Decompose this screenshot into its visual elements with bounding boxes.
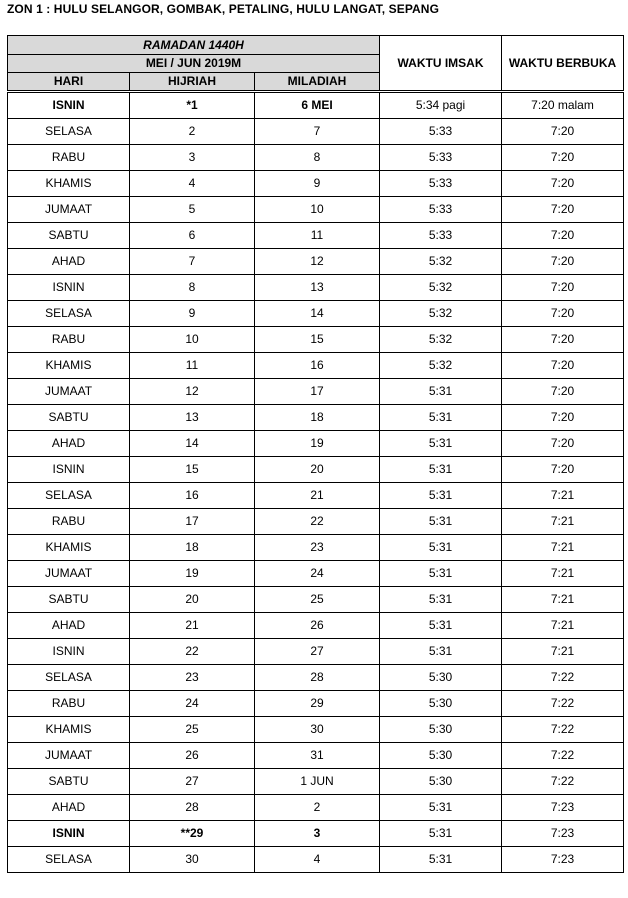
imsak-cell: 5:30	[380, 769, 502, 795]
hari-cell: KHAMIS	[8, 717, 130, 743]
hari-cell: ISNIN	[8, 821, 130, 847]
imsak-cell: 5:33	[380, 223, 502, 249]
berbuka-cell: 7:22	[502, 691, 624, 717]
miladiah-cell: 12	[255, 249, 380, 275]
miladiah-cell: 18	[255, 405, 380, 431]
imsak-cell: 5:34 pagi	[380, 93, 502, 119]
miladiah-column-header: MILADIAH	[255, 73, 380, 91]
hari-cell: ISNIN	[8, 457, 130, 483]
berbuka-cell: 7:20	[502, 145, 624, 171]
table-row	[8, 249, 624, 275]
imsak-cell: 5:31	[380, 457, 502, 483]
berbuka-cell: 7:22	[502, 665, 624, 691]
table-row	[8, 769, 624, 795]
berbuka-cell: 7:20 malam	[502, 93, 624, 119]
table-row	[8, 743, 624, 769]
hijriah-cell: 2	[130, 119, 255, 145]
berbuka-column-header: WAKTU BERBUKA	[502, 36, 624, 91]
hijriah-cell: 18	[130, 535, 255, 561]
miladiah-cell: 6 MEI	[255, 93, 380, 119]
imsak-cell: 5:32	[380, 353, 502, 379]
hijriah-cell: 12	[130, 379, 255, 405]
miladiah-cell: 19	[255, 431, 380, 457]
hijriah-cell: 10	[130, 327, 255, 353]
imsak-cell: 5:32	[380, 327, 502, 353]
hijriah-cell: 30	[130, 847, 255, 873]
hari-cell: KHAMIS	[8, 171, 130, 197]
hijriah-cell: 26	[130, 743, 255, 769]
table-row	[8, 483, 624, 509]
miladiah-cell: 1 JUN	[255, 769, 380, 795]
imsak-cell: 5:30	[380, 665, 502, 691]
miladiah-cell: 29	[255, 691, 380, 717]
table-row	[8, 587, 624, 613]
miladiah-cell: 4	[255, 847, 380, 873]
miladiah-cell: 8	[255, 145, 380, 171]
miladiah-cell: 24	[255, 561, 380, 587]
table-row	[8, 431, 624, 457]
hari-cell: JUMAAT	[8, 197, 130, 223]
miladiah-cell: 30	[255, 717, 380, 743]
hijriah-cell: 27	[130, 769, 255, 795]
miladiah-cell: 20	[255, 457, 380, 483]
miladiah-cell: 7	[255, 119, 380, 145]
imsak-cell: 5:31	[380, 561, 502, 587]
table-row	[8, 119, 624, 145]
berbuka-cell: 7:20	[502, 249, 624, 275]
hijriah-cell: 7	[130, 249, 255, 275]
hari-cell: SELASA	[8, 847, 130, 873]
hari-cell: RABU	[8, 691, 130, 717]
table-row	[8, 535, 624, 561]
imsak-cell: 5:31	[380, 613, 502, 639]
hijriah-cell: 14	[130, 431, 255, 457]
hijriah-cell: 15	[130, 457, 255, 483]
hari-cell: SABTU	[8, 587, 130, 613]
table-row	[8, 561, 624, 587]
imsak-cell: 5:31	[380, 587, 502, 613]
imsak-cell: 5:31	[380, 509, 502, 535]
imsak-cell: 5:31	[380, 847, 502, 873]
miladiah-cell: 27	[255, 639, 380, 665]
berbuka-cell: 7:21	[502, 561, 624, 587]
hijriah-cell: 20	[130, 587, 255, 613]
table-row	[8, 93, 624, 119]
imsak-cell: 5:32	[380, 275, 502, 301]
hari-cell: JUMAAT	[8, 743, 130, 769]
miladiah-cell: 9	[255, 171, 380, 197]
table-row	[8, 171, 624, 197]
berbuka-cell: 7:21	[502, 613, 624, 639]
hari-cell: SELASA	[8, 301, 130, 327]
berbuka-cell: 7:21	[502, 639, 624, 665]
imsak-cell: 5:33	[380, 171, 502, 197]
hari-cell: KHAMIS	[8, 535, 130, 561]
table-row	[8, 197, 624, 223]
miladiah-cell: 17	[255, 379, 380, 405]
miladiah-cell: 13	[255, 275, 380, 301]
hijriah-cell: **29	[130, 821, 255, 847]
hijriah-cell: 25	[130, 717, 255, 743]
hijriah-cell: 22	[130, 639, 255, 665]
hijriah-cell: 6	[130, 223, 255, 249]
hari-cell: AHAD	[8, 249, 130, 275]
imsak-cell: 5:33	[380, 145, 502, 171]
berbuka-cell: 7:22	[502, 743, 624, 769]
table-header	[8, 36, 624, 93]
months-header: MEI / JUN 2019M	[8, 55, 380, 73]
miladiah-cell: 28	[255, 665, 380, 691]
hijriah-cell: 5	[130, 197, 255, 223]
table-row	[8, 795, 624, 821]
table-row	[8, 821, 624, 847]
hijriah-cell: 8	[130, 275, 255, 301]
table-row	[8, 275, 624, 301]
berbuka-cell: 7:20	[502, 353, 624, 379]
hari-cell: AHAD	[8, 613, 130, 639]
berbuka-cell: 7:20	[502, 197, 624, 223]
hari-cell: JUMAAT	[8, 379, 130, 405]
table-row	[8, 717, 624, 743]
hari-cell: ISNIN	[8, 275, 130, 301]
imsak-cell: 5:33	[380, 119, 502, 145]
berbuka-cell: 7:20	[502, 275, 624, 301]
miladiah-cell: 25	[255, 587, 380, 613]
berbuka-cell: 7:20	[502, 379, 624, 405]
miladiah-cell: 10	[255, 197, 380, 223]
imsak-cell: 5:31	[380, 795, 502, 821]
berbuka-cell: 7:23	[502, 795, 624, 821]
table-row	[8, 847, 624, 873]
imsak-cell: 5:31	[380, 431, 502, 457]
table-row	[8, 353, 624, 379]
imsak-cell: 5:32	[380, 301, 502, 327]
hijriah-cell: 16	[130, 483, 255, 509]
miladiah-cell: 15	[255, 327, 380, 353]
berbuka-cell: 7:21	[502, 535, 624, 561]
miladiah-cell: 21	[255, 483, 380, 509]
table-row	[8, 145, 624, 171]
miladiah-cell: 22	[255, 509, 380, 535]
hari-cell: AHAD	[8, 431, 130, 457]
hijriah-cell: 24	[130, 691, 255, 717]
hari-cell: AHAD	[8, 795, 130, 821]
berbuka-cell: 7:20	[502, 457, 624, 483]
table-row	[8, 613, 624, 639]
table-row	[8, 405, 624, 431]
imsak-cell: 5:31	[380, 405, 502, 431]
berbuka-cell: 7:21	[502, 483, 624, 509]
hijriah-cell: *1	[130, 93, 255, 119]
hijriah-cell: 11	[130, 353, 255, 379]
miladiah-cell: 16	[255, 353, 380, 379]
hijriah-cell: 19	[130, 561, 255, 587]
imsak-cell: 5:30	[380, 691, 502, 717]
hari-cell: SELASA	[8, 483, 130, 509]
table-row	[8, 665, 624, 691]
table-body	[8, 93, 624, 873]
hijriah-cell: 4	[130, 171, 255, 197]
hari-cell: SELASA	[8, 665, 130, 691]
berbuka-cell: 7:20	[502, 431, 624, 457]
berbuka-cell: 7:20	[502, 405, 624, 431]
berbuka-cell: 7:20	[502, 171, 624, 197]
hijriah-cell: 3	[130, 145, 255, 171]
hari-cell: JUMAAT	[8, 561, 130, 587]
berbuka-cell: 7:22	[502, 769, 624, 795]
berbuka-cell: 7:20	[502, 223, 624, 249]
miladiah-cell: 3	[255, 821, 380, 847]
hari-cell: SELASA	[8, 119, 130, 145]
hari-cell: RABU	[8, 509, 130, 535]
table-row	[8, 379, 624, 405]
imsak-cell: 5:33	[380, 197, 502, 223]
table-row	[8, 327, 624, 353]
table-row	[8, 639, 624, 665]
hijriah-column-header: HIJRIAH	[130, 73, 255, 91]
miladiah-cell: 2	[255, 795, 380, 821]
imsak-cell: 5:31	[380, 483, 502, 509]
hijriah-cell: 9	[130, 301, 255, 327]
imsak-cell: 5:32	[380, 249, 502, 275]
hari-cell: RABU	[8, 327, 130, 353]
miladiah-cell: 26	[255, 613, 380, 639]
hari-cell: SABTU	[8, 405, 130, 431]
hijriah-cell: 28	[130, 795, 255, 821]
hari-cell: KHAMIS	[8, 353, 130, 379]
hari-cell: RABU	[8, 145, 130, 171]
table-row	[8, 223, 624, 249]
hijriah-cell: 13	[130, 405, 255, 431]
hari-column-header: HARI	[8, 73, 130, 91]
miladiah-cell: 11	[255, 223, 380, 249]
hari-cell: SABTU	[8, 769, 130, 795]
table-row	[8, 301, 624, 327]
imsak-cell: 5:30	[380, 717, 502, 743]
berbuka-cell: 7:23	[502, 821, 624, 847]
miladiah-cell: 14	[255, 301, 380, 327]
imsak-cell: 5:31	[380, 821, 502, 847]
imsak-cell: 5:30	[380, 743, 502, 769]
schedule-table	[7, 35, 624, 873]
page-title: ZON 1 : HULU SELANGOR, GOMBAK, PETALING, HULU LANGAT, SEPANG	[7, 2, 439, 16]
hari-cell: SABTU	[8, 223, 130, 249]
imsak-column-header: WAKTU IMSAK	[380, 36, 502, 91]
berbuka-cell: 7:20	[502, 327, 624, 353]
table-row	[8, 691, 624, 717]
berbuka-cell: 7:20	[502, 301, 624, 327]
berbuka-cell: 7:20	[502, 119, 624, 145]
miladiah-cell: 23	[255, 535, 380, 561]
berbuka-cell: 7:23	[502, 847, 624, 873]
berbuka-cell: 7:22	[502, 717, 624, 743]
imsak-cell: 5:31	[380, 379, 502, 405]
berbuka-cell: 7:21	[502, 509, 624, 535]
hijriah-cell: 21	[130, 613, 255, 639]
berbuka-cell: 7:21	[502, 587, 624, 613]
table-row	[8, 457, 624, 483]
hijriah-cell: 17	[130, 509, 255, 535]
imsak-cell: 5:31	[380, 535, 502, 561]
hijriah-cell: 23	[130, 665, 255, 691]
table-row	[8, 509, 624, 535]
imsak-cell: 5:31	[380, 639, 502, 665]
hari-cell: ISNIN	[8, 639, 130, 665]
hari-cell: ISNIN	[8, 93, 130, 119]
miladiah-cell: 31	[255, 743, 380, 769]
ramadan-header: RAMADAN 1440H	[8, 36, 380, 55]
